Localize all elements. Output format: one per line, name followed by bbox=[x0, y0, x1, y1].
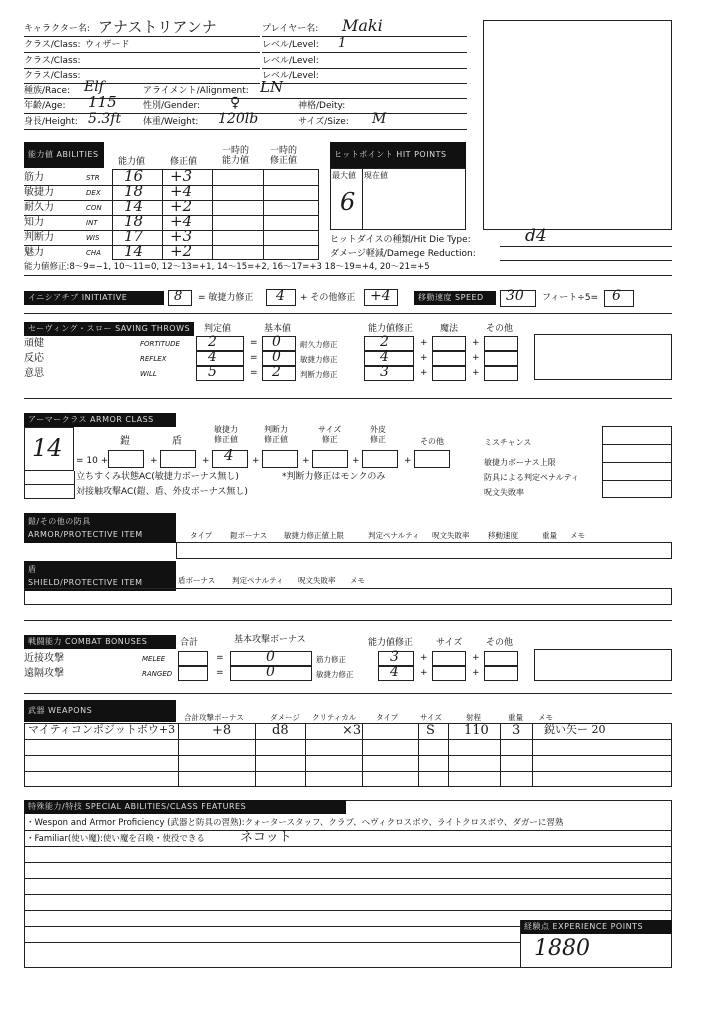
weapon-col-label: タイプ bbox=[376, 713, 399, 722]
deity-label: 神格/Deity: bbox=[298, 101, 346, 111]
xp-header: 経験点 EXPERIENCE POINTS bbox=[520, 920, 672, 934]
save-name: 反応 bbox=[24, 353, 44, 364]
combat-bab-label: 基本攻撃ボーナス bbox=[234, 635, 306, 645]
save-equals: = bbox=[250, 368, 258, 378]
hit-die-value[interactable]: d4 bbox=[525, 226, 547, 246]
saves-note-box[interactable] bbox=[534, 334, 672, 380]
weapon-col-label: ダメージ bbox=[270, 713, 300, 722]
level-label-3: レベル/Level: bbox=[262, 71, 319, 81]
armor-col-label: メモ bbox=[570, 531, 585, 540]
armor-col-label: 判定ペナルティ bbox=[368, 531, 420, 540]
combat-abbr: RANGED bbox=[142, 670, 173, 678]
size-value[interactable]: M bbox=[372, 111, 387, 127]
xp-value[interactable]: 1880 bbox=[534, 936, 590, 961]
ac-component-box[interactable] bbox=[414, 450, 450, 468]
save-ability-box bbox=[364, 366, 414, 381]
ability-score[interactable]: 16 bbox=[124, 167, 144, 185]
ability-abbr: INT bbox=[86, 219, 98, 227]
combat-ability[interactable]: 3 bbox=[390, 649, 399, 665]
ac-component-box[interactable] bbox=[108, 450, 144, 468]
ac-touch: 対接触攻撃AC(鎧、盾、外皮ボーナス無し) bbox=[76, 487, 248, 497]
age-value[interactable]: 115 bbox=[88, 93, 117, 111]
ac-plus: + bbox=[150, 456, 158, 466]
ability-abbr: CHA bbox=[86, 249, 101, 257]
ac-wis-label: 判断力 修正値 bbox=[264, 425, 288, 444]
ability-score[interactable]: 18 bbox=[124, 182, 144, 200]
ac-total[interactable]: 14 bbox=[32, 434, 63, 462]
combat-bab[interactable]: 0 bbox=[266, 649, 275, 665]
level-value-1[interactable]: 1 bbox=[338, 36, 347, 51]
ability-name: 耐久力 bbox=[24, 202, 54, 213]
combat-abbr: MELEE bbox=[142, 655, 166, 663]
combat-misc-box[interactable] bbox=[484, 651, 518, 666]
ability-abbr: STR bbox=[86, 174, 100, 182]
initiative-dex-value[interactable]: 4 bbox=[276, 288, 285, 304]
weapon-col-label: サイズ bbox=[420, 713, 442, 722]
shield-col-label: 呪文失敗率 bbox=[298, 576, 336, 585]
armor-col-label: 移動速度 bbox=[488, 531, 518, 540]
combat-misc-box[interactable] bbox=[484, 666, 518, 681]
ability-score[interactable]: 17 bbox=[124, 227, 144, 245]
armor-header-en: ARMOR/PROTECTIVE ITEM bbox=[28, 530, 143, 539]
ability-mod[interactable]: +4 bbox=[170, 212, 193, 230]
save-abbr: WILL bbox=[140, 370, 157, 378]
hp-header: ヒットポイント HIT POINTS bbox=[330, 142, 466, 168]
save-misc-box[interactable] bbox=[484, 351, 518, 366]
shield-col-label: メモ bbox=[350, 576, 365, 585]
save-plus: + bbox=[472, 368, 480, 378]
ability-abbr: WIS bbox=[86, 234, 100, 242]
save-ability-box bbox=[364, 336, 414, 351]
ability-name: 敏捷力 bbox=[24, 187, 54, 198]
ac-misc-label: その他 bbox=[420, 437, 444, 446]
familiar-value[interactable]: ネコット bbox=[240, 830, 292, 845]
save-abbr: REFLEX bbox=[140, 355, 167, 363]
shield-row[interactable] bbox=[24, 588, 672, 605]
combat-size-box[interactable] bbox=[432, 666, 466, 681]
save-total[interactable]: 4 bbox=[208, 349, 217, 365]
ac-miss-chance: ミスチャンス bbox=[484, 438, 532, 447]
save-ability[interactable]: 4 bbox=[380, 349, 389, 365]
ac-component-box[interactable] bbox=[362, 450, 398, 468]
weapon-critical[interactable]: ×3 bbox=[342, 723, 362, 738]
ability-col-temp-score: 一時的 能力値 bbox=[222, 146, 250, 166]
age-label: 年齢/Age: bbox=[24, 101, 66, 111]
armor-header-jp: 鎧/その他の防具 bbox=[28, 517, 91, 526]
portrait-box[interactable] bbox=[483, 20, 672, 230]
weapon-name[interactable]: マイティコンポジットボウ+3 bbox=[28, 723, 176, 736]
ac-armor-label: 鎧 bbox=[120, 436, 130, 447]
speed-squares[interactable]: 6 bbox=[612, 288, 621, 304]
player-name-label: プレイヤー名: bbox=[262, 24, 319, 34]
player-name[interactable]: Maki bbox=[342, 16, 383, 35]
initiative-misc-value[interactable]: +4 bbox=[370, 288, 391, 304]
ac-flatfooted: 立ちすくみ状態AC(敏捷力ボーナス無し) bbox=[76, 472, 239, 482]
armor-col-label: 敏捷力修正値上限 bbox=[284, 531, 344, 540]
combat-plus: + bbox=[472, 653, 480, 663]
feature-line: ・Familiar(使い魔):使い魔を召喚・使役できる bbox=[26, 834, 205, 844]
gender-label: 性別/Gender: bbox=[143, 101, 201, 111]
level-label-2: レベル/Level: bbox=[262, 56, 319, 66]
ability-mod[interactable]: +3 bbox=[170, 167, 193, 185]
weapon-memo[interactable]: 鋭い矢ー 20 bbox=[544, 723, 606, 736]
save-ability[interactable]: 2 bbox=[380, 334, 389, 350]
armor-col-label: 鎧ボーナス bbox=[230, 531, 268, 540]
weapon-weight[interactable]: 3 bbox=[512, 723, 521, 738]
weapon-damage[interactable]: d8 bbox=[272, 723, 289, 738]
ac-monk-note: *判断力修正はモンクのみ bbox=[282, 472, 386, 482]
combat-equals: = bbox=[216, 668, 224, 678]
alignment-label: アライメント/Alignment: bbox=[143, 86, 249, 96]
save-magic-box[interactable] bbox=[432, 336, 466, 351]
ac-armor-check: 防具による判定ペナルティ bbox=[484, 473, 579, 482]
ac-component-box[interactable] bbox=[262, 450, 298, 468]
initiative-dex-label: = 敏捷力修正 bbox=[198, 293, 254, 303]
ability-score[interactable]: 18 bbox=[124, 212, 144, 230]
combat-total-box[interactable] bbox=[178, 666, 208, 681]
shield-col-label: 判定ペナルティ bbox=[232, 576, 284, 585]
combat-ability[interactable]: 4 bbox=[390, 664, 399, 680]
speed-header: 移動速度 SPEED bbox=[414, 291, 496, 305]
height-label: 身長/Height: bbox=[24, 117, 78, 127]
ac-natural-label: 外皮 修正 bbox=[370, 425, 386, 444]
weapon-col-label: クリティカル bbox=[312, 713, 357, 722]
save-total[interactable]: 5 bbox=[208, 364, 217, 380]
weapon-size[interactable]: S bbox=[426, 723, 435, 738]
save-total-box bbox=[196, 336, 244, 351]
weapon-col-label: 合計攻撃ボーナス bbox=[184, 713, 244, 722]
weapon-col-label: 重量 bbox=[508, 713, 523, 722]
save-name: 頑健 bbox=[24, 338, 44, 349]
class-label-2: クラス/Class: bbox=[24, 56, 81, 66]
dr-label: ダメージ軽減/Damege Reduction: bbox=[330, 249, 476, 259]
combat-plus: + bbox=[420, 653, 428, 663]
save-ability-label: 耐久力修正 bbox=[300, 340, 338, 349]
save-plus: + bbox=[420, 353, 428, 363]
ac-plus: + bbox=[252, 456, 260, 466]
save-ability[interactable]: 3 bbox=[380, 364, 389, 380]
save-plus: + bbox=[420, 338, 428, 348]
saves-col-ability: 能力値修正 bbox=[368, 324, 414, 334]
combat-ability-label: 筋力修正 bbox=[316, 655, 346, 664]
ability-col-score: 能力値 bbox=[118, 157, 146, 167]
save-misc-box[interactable] bbox=[484, 336, 518, 351]
ac-component-box[interactable] bbox=[312, 450, 348, 468]
save-base[interactable]: 0 bbox=[272, 349, 281, 365]
speed-feet-label: フィート÷5= bbox=[542, 293, 599, 303]
combat-total-label: 合計 bbox=[180, 638, 199, 648]
combat-total-box[interactable] bbox=[178, 651, 208, 666]
shield-header-jp: 盾 bbox=[28, 565, 37, 574]
ability-mod[interactable]: +2 bbox=[170, 242, 193, 260]
armor-header bbox=[24, 513, 176, 543]
combat-ability-label: 敏捷力修正 bbox=[316, 670, 354, 679]
ability-col-temp-mod: 一時的 修正値 bbox=[270, 146, 298, 166]
shield-header bbox=[24, 561, 176, 591]
ability-modifier-note: 能力値修正:8〜9=−1, 10〜11=0, 12〜13=+1, 14〜15=+2, 16〜17=+3 18〜19=+4, 20〜21=+5 bbox=[24, 262, 430, 272]
combat-plus: + bbox=[420, 668, 428, 678]
race-label: 種族/Race: bbox=[24, 86, 71, 96]
save-magic-box[interactable] bbox=[432, 351, 466, 366]
character-name[interactable]: アナストリアンナ bbox=[98, 18, 217, 36]
weight-label: 体重/Weight: bbox=[143, 117, 199, 127]
ac-plus: + bbox=[302, 456, 310, 466]
save-equals: = bbox=[250, 338, 258, 348]
ability-abbr: CON bbox=[86, 204, 102, 212]
ability-score[interactable]: 14 bbox=[124, 197, 144, 215]
save-abbr: FORTITUDE bbox=[140, 340, 180, 348]
armor-row[interactable] bbox=[176, 542, 672, 559]
ability-name: 知力 bbox=[24, 217, 44, 228]
weapon-attack[interactable]: +8 bbox=[212, 723, 232, 738]
save-total-box bbox=[196, 366, 244, 381]
character-name-label: キャラクター名: bbox=[24, 24, 90, 34]
shield-header-en: SHIELD/PROTECTIVE ITEM bbox=[28, 578, 143, 587]
level-label-1: レベル/Level: bbox=[262, 40, 319, 50]
initiative-total[interactable]: 8 bbox=[174, 289, 183, 304]
hp-max-label: 最大値 bbox=[332, 171, 356, 180]
combat-size-label: サイズ bbox=[436, 638, 463, 648]
hp-max-value[interactable]: 6 bbox=[340, 188, 356, 216]
armor-col-label: 重量 bbox=[542, 531, 557, 540]
save-total[interactable]: 2 bbox=[208, 334, 217, 350]
ability-name: 魅力 bbox=[24, 247, 44, 258]
save-plus: + bbox=[472, 338, 480, 348]
save-plus: + bbox=[472, 353, 480, 363]
armor-col-label: 呪文失敗率 bbox=[432, 531, 470, 540]
save-ability-box bbox=[364, 351, 414, 366]
ac-dex-value[interactable]: 4 bbox=[224, 446, 234, 464]
save-ability-label: 敏捷力修正 bbox=[300, 355, 338, 364]
save-magic-box[interactable] bbox=[432, 366, 466, 381]
ability-name: 判断力 bbox=[24, 232, 54, 243]
ac-plus: + bbox=[404, 456, 412, 466]
speed-value[interactable]: 30 bbox=[506, 288, 524, 304]
features-header: 特殊能力/特技 SPECIAL ABILITIES/CLASS FEATURES bbox=[24, 800, 346, 814]
save-total-box bbox=[196, 351, 244, 366]
weapons-header: 武器 WEAPONS bbox=[24, 700, 176, 722]
ac-base: = 10 + bbox=[76, 456, 109, 466]
initiative-header: イニシアチブ INITIATIVE bbox=[24, 291, 164, 305]
save-ability-label: 判断力修正 bbox=[300, 370, 338, 379]
ability-mod[interactable]: +4 bbox=[170, 182, 193, 200]
save-equals: = bbox=[250, 353, 258, 363]
weapon-col-label: 射程 bbox=[466, 713, 481, 722]
weapon-range[interactable]: 110 bbox=[464, 723, 489, 738]
combat-name: 遠隔攻撃 bbox=[24, 668, 64, 679]
alignment-value[interactable]: LN bbox=[260, 78, 284, 96]
armor-col-label: タイプ bbox=[190, 531, 213, 540]
combat-misc-label: その他 bbox=[486, 638, 514, 648]
ability-mod[interactable]: +2 bbox=[170, 197, 193, 215]
ac-max-dex: 敏捷力ボーナス上限 bbox=[484, 458, 556, 467]
save-name: 意思 bbox=[24, 368, 44, 379]
ability-name: 筋力 bbox=[24, 172, 44, 183]
race-value[interactable]: Elf bbox=[84, 79, 104, 95]
combat-plus: + bbox=[472, 668, 480, 678]
ac-size-label: サイズ 修正 bbox=[318, 425, 342, 444]
hit-die-label: ヒットダイスの種類/Hit Die Type: bbox=[330, 235, 471, 245]
saves-col-base: 基本値 bbox=[264, 324, 292, 334]
class-value-1[interactable]: ウィザード bbox=[85, 40, 130, 50]
combat-bab[interactable]: 0 bbox=[266, 664, 275, 680]
ac-spell-failure: 呪文失敗率 bbox=[484, 488, 524, 497]
weight-value[interactable]: 120lb bbox=[218, 111, 259, 127]
ability-score[interactable]: 14 bbox=[124, 242, 144, 260]
save-base[interactable]: 2 bbox=[272, 364, 281, 380]
weapon-col-label: メモ bbox=[538, 713, 553, 722]
abilities-header: 能力値 ABILITIES bbox=[24, 142, 104, 168]
saves-header: セーヴィング・スロー SAVING THROWS bbox=[24, 322, 194, 336]
ac-shield-label: 盾 bbox=[172, 436, 182, 447]
saves-col-misc: その他 bbox=[486, 324, 514, 334]
ac-dex-label: 敏捷力 修正値 bbox=[214, 425, 238, 444]
combat-size-box[interactable] bbox=[432, 651, 466, 666]
ac-plus: + bbox=[202, 456, 210, 466]
combat-header: 戦闘能力 COMBAT BONUSES bbox=[24, 635, 176, 649]
saves-col-total: 判定値 bbox=[204, 324, 232, 334]
combat-ability-label: 能力値修正 bbox=[368, 638, 414, 648]
class-label-3: クラス/Class: bbox=[24, 71, 81, 81]
ability-mod[interactable]: +3 bbox=[170, 227, 193, 245]
saves-col-magic: 魔法 bbox=[440, 324, 459, 334]
ability-abbr: DEX bbox=[86, 189, 101, 197]
combat-equals: = bbox=[216, 653, 224, 663]
save-base[interactable]: 0 bbox=[272, 334, 281, 350]
class-label-1: クラス/Class: bbox=[24, 40, 81, 50]
save-misc-box[interactable] bbox=[484, 366, 518, 381]
shield-col-label: 盾ボーナス bbox=[178, 576, 216, 585]
size-label: サイズ/Size: bbox=[298, 117, 349, 127]
height-value[interactable]: 5.3ft bbox=[88, 111, 122, 127]
ac-header: アーマークラス ARMOR CLASS bbox=[24, 413, 176, 427]
combat-note-box[interactable] bbox=[534, 649, 672, 681]
initiative-misc-label: + その他修正 bbox=[300, 293, 356, 303]
ability-col-mod: 修正値 bbox=[170, 157, 198, 167]
ac-plus: + bbox=[352, 456, 360, 466]
hp-current-label: 現在値 bbox=[364, 171, 388, 180]
feature-line: ・Wespon and Armor Proficiency (武器と防具の習熟):クォータースタッフ、クラブ、ヘヴィクロスボウ、ライトクロスボウ、ダガーに習熟 bbox=[26, 818, 564, 828]
gender-value[interactable]: ♀ bbox=[230, 95, 241, 111]
save-plus: + bbox=[420, 368, 428, 378]
combat-name: 近接攻撃 bbox=[24, 653, 64, 664]
ability-grid bbox=[112, 169, 319, 260]
ac-component-box[interactable] bbox=[160, 450, 196, 468]
